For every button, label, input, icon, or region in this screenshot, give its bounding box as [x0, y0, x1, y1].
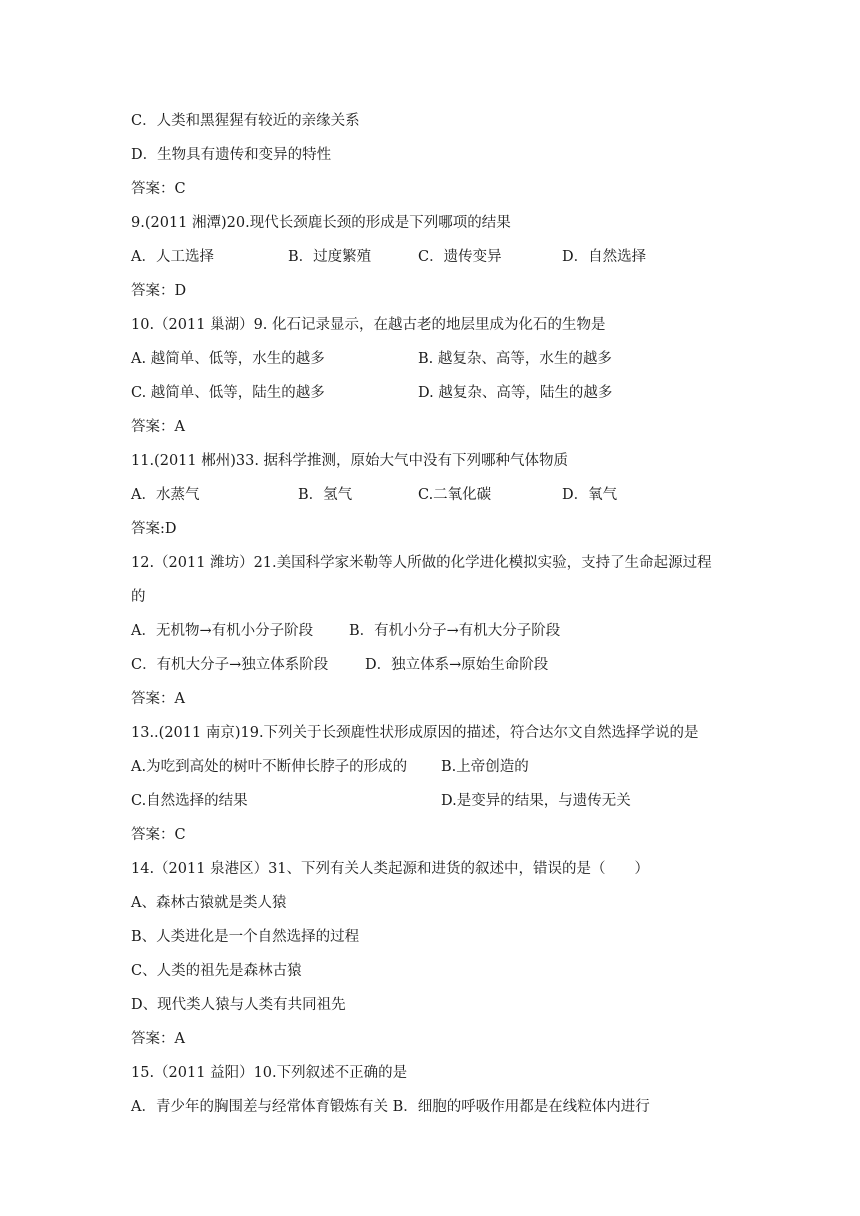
question-14: 14.（2011 泉港区）31、下列有关人类起源和进货的叙述中，错误的是（ ） [131, 861, 650, 877]
answer-line: 答案：A [131, 691, 185, 707]
q13-option-c: C.自然选择的结果 [131, 793, 248, 809]
question-12: 12.（2011 潍坊）21.美国科学家米勒等人所做的化学进化模拟实验，支持了生命起源过程 [131, 555, 712, 571]
answer-line: 答案：D [131, 283, 187, 299]
q11-option-d: D．氧气 [562, 487, 618, 503]
q15-options-ab: A．青少年的胸围差与经常体育锻炼有关 B．细胞的呼吸作用都是在线粒体内进行 [131, 1099, 650, 1115]
q10-option-a: A. 越简单、低等，水生的越多 [131, 351, 325, 367]
q13-option-d: D.是变异的结果，与遗传无关 [441, 793, 631, 809]
q14-option-d: D、现代类人猿与人类有共同祖先 [131, 997, 346, 1013]
q14-option-a: A、森林古猿就是类人猿 [131, 895, 287, 911]
answer-line: 答案：A [131, 419, 185, 435]
q13-option-a: A.为吃到高处的树叶不断伸长脖子的形成的 [131, 759, 408, 775]
text-line: 的 [131, 589, 146, 605]
q10-option-b: B. 越复杂、高等，水生的越多 [418, 351, 612, 367]
answer-line: 答案：C [131, 181, 186, 197]
question-11: 11.(2011 郴州)33. 据科学推测，原始大气中没有下列哪种气体物质 [131, 453, 569, 469]
q11-option-c: C.二氧化碳 [418, 487, 492, 503]
q12-option-c: C．有机大分子→独立体系阶段 [131, 657, 329, 673]
answer-line: 答案：A [131, 1031, 185, 1047]
q9-option-b: B．过度繁殖 [288, 249, 372, 265]
q10-option-c: C. 越简单、低等，陆生的越多 [131, 385, 325, 401]
q10-option-d: D. 越复杂、高等，陆生的越多 [418, 385, 613, 401]
q12-option-d: D．独立体系→原始生命阶段 [365, 657, 549, 673]
q14-option-b: B、人类进化是一个自然选择的过程 [131, 929, 360, 945]
q9-option-c: C．遗传变异 [418, 249, 502, 265]
q11-option-a: A．水蒸气 [131, 487, 200, 503]
text-line: D．生物具有遗传和变异的特性 [131, 147, 332, 163]
q14-option-c: C、人类的祖先是森林古猿 [131, 963, 302, 979]
q13-option-b: B.上帝创造的 [441, 759, 529, 775]
question-9: 9.(2011 湘潭)20.现代长颈鹿长颈的形成是下列哪项的结果 [131, 215, 511, 231]
question-13: 13..(2011 南京)19.下列关于长颈鹿性状形成原因的描述，符合达尔文自然选择学说的是 [131, 725, 699, 741]
q11-option-b: B．氢气 [298, 487, 353, 503]
q9-option-a: A．人工选择 [131, 249, 214, 265]
question-15: 15.（2011 益阳）10.下列叙述不正确的是 [131, 1065, 408, 1081]
answer-line: 答案：C [131, 827, 186, 843]
q9-option-d: D．自然选择 [562, 249, 647, 265]
q12-option-a: A．无机物→有机小分子阶段 [131, 623, 314, 639]
text-line: C．人类和黑猩猩有较近的亲缘关系 [131, 113, 360, 129]
q12-option-b: B．有机小分子→有机大分子阶段 [349, 623, 561, 639]
question-10: 10.（2011 巢湖）9. 化石记录显示，在越古老的地层里成为化石的生物是 [131, 317, 606, 333]
answer-line: 答案:D [131, 521, 177, 537]
